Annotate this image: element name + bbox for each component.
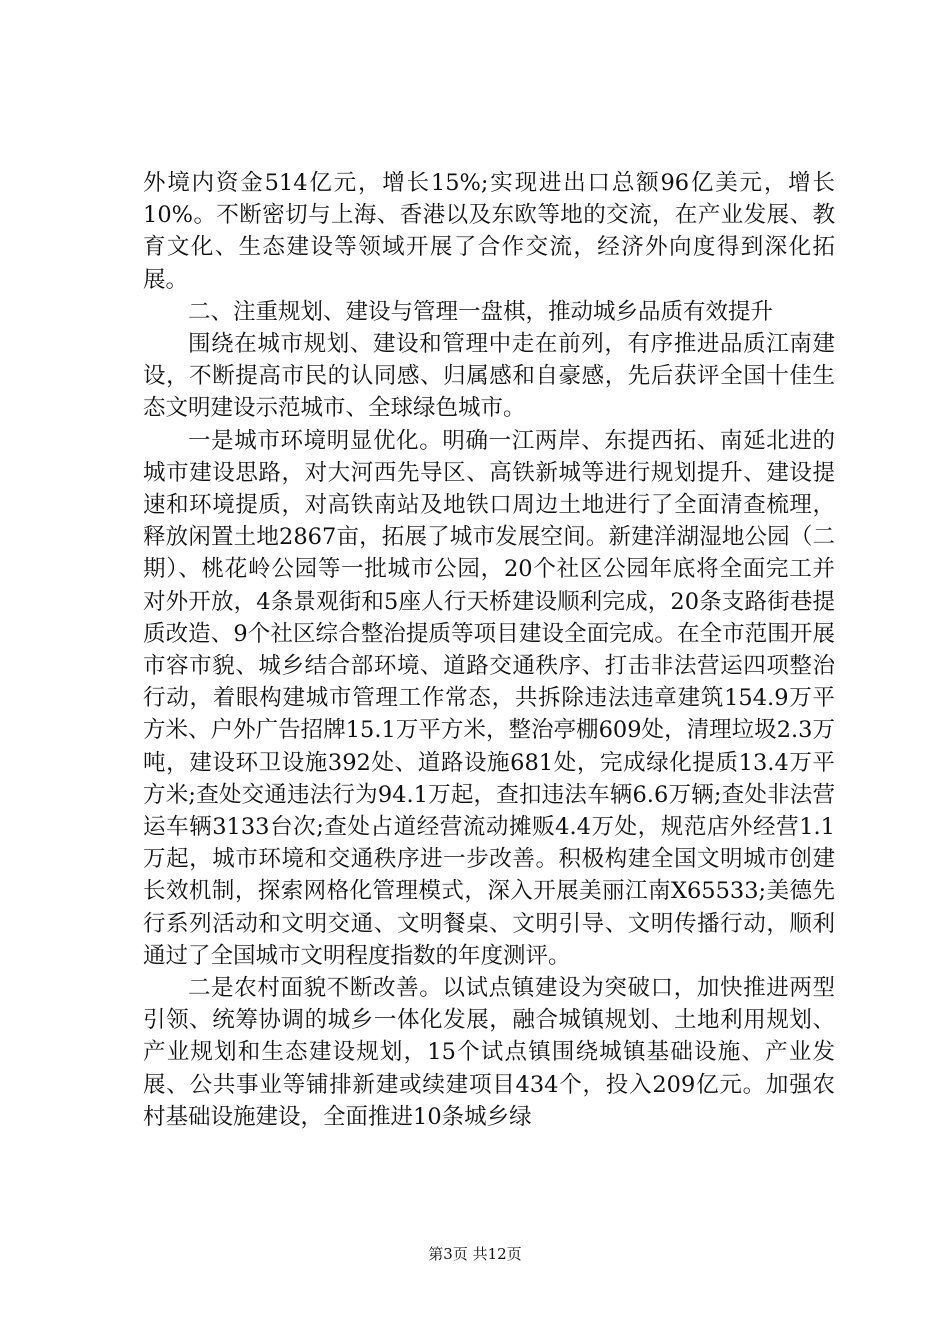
paragraph-rural-appearance: 二是农村面貌不断改善。以试点镇建设为突破口，加快推进两型引领、统筹协调的城乡一体化发展，融合城镇规划、土地利用规划、产业规划和生态建设规划，15个试点镇围绕城镇基础设施、产业发展、公共事业等铺排新建或续建项目434个，投入209亿元。加强农村基础设施建设，全面推进10条城乡绿 [143,975,835,1130]
document-body [143,167,835,1133]
section-heading: 二、注重规划、建设与管理一盘棋，推动城乡品质有效提升 [188,298,774,325]
page-footer: 第3页 共12页 [428,1245,522,1263]
paragraph-intro: 围绕在城市规划、建设和管理中走在前列，有序推进品质江南建设，不断提高市民的认同感、归属感和自豪感，先后获评全国十佳生态文明建设示范城市、全球绿色城市。 [143,331,835,422]
paragraph-continuation: 外境内资金514亿元，增长15%;实现进出口总额96亿美元，增长10%。不断密切与上海、香港以及东欧等地的交流，在产业发展、教育文化、生态建设等领域开展了合作交流，经济外向度得到深化拓展。 [143,170,835,293]
paragraph-city-environment: 一是城市环境明显优化。明确一江两岸、东提西拓、南延北进的城市建设思路，对大河西先导区、高铁新城等进行规划提升、建设提速和环境提质，对高铁南站及地铁口周边土地进行了全面清查梳理，释放闲置土地2867亩，拓展了城市发展空间。新建洋湖湿地公园（二期）、桃花岭公园等一批城市公园，20个社区公园年底将全面完工并对外开放，4条景观街和5座人行天桥建设顺利完成，20条支路街巷提质改造、9个社区综合整治提质等项目建设全面完成。在全市范围开展市容市貌、城乡结合部环境、道路交通秩序、打击非法营运四项整治行动，着眼构建城市管理工作常态，共拆除违法违章建筑154.9万平方米、户外广告招牌15.1万平方米，整治亭棚609处，清理垃圾2.3万吨，建设环卫设施392处、道路设施681处，完成绿化提质13.4万平方米;查处交通违法行为94.1万起，查扣违法车辆6.6万辆;查处非法营运车辆3133台次;查处占道经营流动摊贩4.4万处，规范店外经营1.1万起，城市环境和交通秩序进一步改善。积极构建全国文明城市创建长效机制，探索网格化管理模式，深入开展美丽江南X65533;美德先行系列活动和文明交通、文明餐桌、文明引导、文明传播行动，顺利通过了全国城市文明程度指数的年度测评。 [143,427,835,969]
